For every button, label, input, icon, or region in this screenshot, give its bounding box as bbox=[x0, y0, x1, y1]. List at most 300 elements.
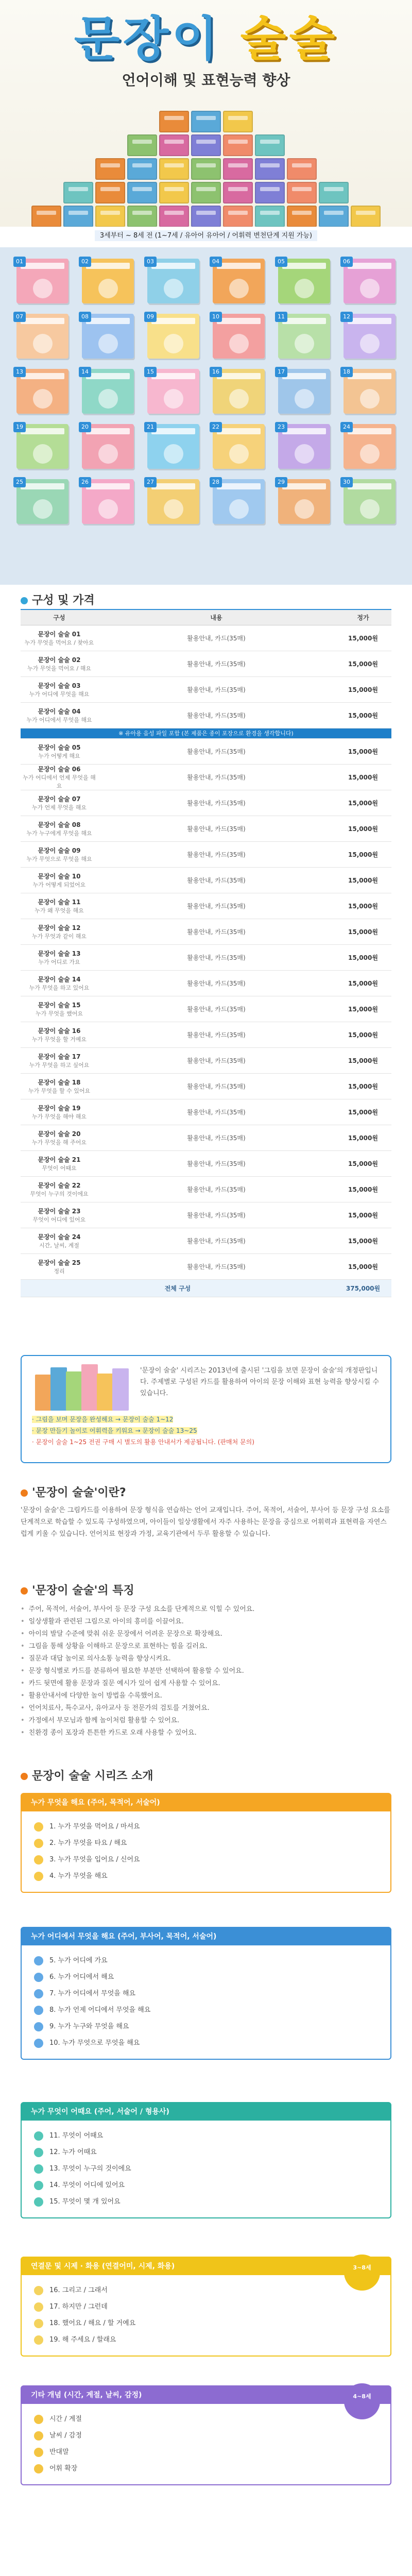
pyramid-book bbox=[191, 182, 221, 204]
product-card[interactable] bbox=[210, 367, 268, 416]
pyramid-book bbox=[223, 111, 253, 132]
purchase-line: · 그림을 보며 문장을 완성해요 → 문장이 술술 1~12 bbox=[32, 1416, 174, 1423]
product-card[interactable] bbox=[144, 422, 202, 471]
level-item: 어휘 확장 bbox=[34, 2461, 378, 2477]
bullet-icon bbox=[21, 1773, 28, 1780]
product-card[interactable] bbox=[275, 312, 333, 361]
row-title-cell: 문장이 술술 14 누가 무엇을 하고 있어요 bbox=[21, 970, 98, 996]
product-number: 04 bbox=[210, 257, 222, 267]
row-price-cell: 15,000원 bbox=[335, 1099, 391, 1125]
level-item: 14. 무엇이 어디에 있어요 bbox=[34, 2177, 378, 2194]
row-price-cell: 15,000원 bbox=[335, 944, 391, 970]
row-price-cell: 15,000원 bbox=[335, 919, 391, 944]
row-desc-cell: 활용안내, 카드(35매) bbox=[98, 867, 335, 893]
row-price-cell: 15,000원 bbox=[335, 841, 391, 867]
product-number: 07 bbox=[13, 312, 26, 322]
bullet-icon bbox=[34, 2006, 43, 2015]
level-item-list bbox=[22, 1945, 390, 2059]
features-list bbox=[21, 1603, 391, 1739]
product-grid bbox=[13, 257, 399, 526]
table-row bbox=[21, 919, 391, 944]
bullet-icon bbox=[34, 1989, 43, 1998]
pyramid-book bbox=[255, 182, 285, 204]
pyramid-book bbox=[127, 134, 157, 156]
product-card[interactable] bbox=[275, 422, 333, 471]
row-price-cell: 15,000원 bbox=[335, 996, 391, 1022]
product-number: 08 bbox=[79, 312, 91, 322]
table-row bbox=[21, 738, 391, 764]
bullet-icon bbox=[34, 2448, 43, 2457]
pyramid-book bbox=[127, 182, 157, 204]
pyramid-book bbox=[319, 206, 349, 227]
product-number: 25 bbox=[13, 477, 26, 487]
level-item: 13. 무엇이 누구의 것이에요 bbox=[34, 2161, 378, 2177]
row-title-cell: 문장이 술술 19 누가 무엇을 해야 해요 bbox=[21, 1099, 98, 1125]
pyramid-book bbox=[63, 206, 93, 227]
bullet-icon bbox=[34, 2181, 43, 2190]
bullet-icon bbox=[34, 1855, 43, 1865]
product-number: 23 bbox=[275, 422, 287, 432]
level-item: 2. 누가 무엇을 타요 / 해요 bbox=[34, 1835, 378, 1852]
product-number: 05 bbox=[275, 257, 287, 267]
row-title-cell: 문장이 술술 11 누가 왜 무엇을 해요 bbox=[21, 893, 98, 919]
row-title-cell: 문장이 술술 22 무엇이 누구의 것이에요 bbox=[21, 1176, 98, 1202]
table-row bbox=[21, 944, 391, 970]
pyramid-row bbox=[0, 182, 412, 204]
product-grid-section bbox=[0, 247, 412, 585]
pyramid-book bbox=[127, 158, 157, 180]
row-price-cell: 15,000원 bbox=[335, 1202, 391, 1228]
row-price-cell: 15,000원 bbox=[335, 625, 391, 651]
hero-subtitle: 언어이해 및 표현능력 향상 bbox=[122, 72, 290, 89]
row-desc-cell: 활용안내, 카드(35매) bbox=[98, 1047, 335, 1073]
features-heading: '문장이 술술'의 특징 bbox=[21, 1582, 134, 1598]
product-number: 29 bbox=[275, 477, 287, 487]
level-item: 18. 했어요 / 해요 / 할 거예요 bbox=[34, 2315, 378, 2332]
table-row bbox=[21, 1150, 391, 1176]
product-number: 12 bbox=[340, 312, 353, 322]
product-number: 19 bbox=[13, 422, 26, 432]
feature-item: • 활용안내서에 다양한 놀이 방법을 수록했어요. bbox=[21, 1690, 391, 1702]
row-title-cell: 문장이 술술 10 누가 어떻게 되었어요 bbox=[21, 867, 98, 893]
level-item: 16. 그리고 / 그래서 bbox=[34, 2282, 378, 2299]
pyramid-book bbox=[191, 158, 221, 180]
product-number: 10 bbox=[210, 312, 222, 322]
product-card[interactable] bbox=[275, 477, 333, 526]
row-price-cell: 15,000원 bbox=[335, 1073, 391, 1099]
series-level-box bbox=[21, 1927, 391, 2060]
row-desc-cell: 활용안내, 카드(35매) bbox=[98, 1022, 335, 1047]
product-number: 27 bbox=[144, 477, 157, 487]
row-desc-cell: 활용안내, 카드(35매) bbox=[98, 944, 335, 970]
row-price-cell: 15,000원 bbox=[335, 1047, 391, 1073]
logo-word-1: 문장이 bbox=[74, 11, 221, 66]
row-desc-cell: 활용안내, 카드(35매) bbox=[98, 841, 335, 867]
product-card[interactable] bbox=[13, 312, 72, 361]
product-card[interactable] bbox=[79, 422, 137, 471]
row-desc-cell: 활용안내, 카드(35매) bbox=[98, 651, 335, 676]
pyramid-book bbox=[319, 182, 349, 204]
level-item: 19. 해 주세요 / 할래요 bbox=[34, 2332, 378, 2348]
table-row bbox=[21, 816, 391, 841]
pyramid-book bbox=[191, 206, 221, 227]
row-desc-cell: 활용안내, 카드(35매) bbox=[98, 1099, 335, 1125]
column-header: 구성 bbox=[21, 609, 98, 625]
row-title-cell: 문장이 술술 15 누가 무엇을 했어요 bbox=[21, 996, 98, 1022]
feature-item: • 문장 형식별로 카드를 분류하여 필요한 부분만 선택하여 활용할 수 있어요. bbox=[21, 1665, 391, 1677]
product-card[interactable] bbox=[340, 257, 399, 306]
purchase-line: · 문장이 술술 1~25 전권 구매 시 별도의 활용 안내서가 제공됩니다. (판매처 문의) bbox=[32, 1438, 254, 1446]
pyramid-book bbox=[223, 134, 253, 156]
row-title-cell: 문장이 술술 21 무엇이 어때요 bbox=[21, 1150, 98, 1176]
level-title: 연결문 및 시제 · 화용 (연결어미, 시제, 화용) bbox=[22, 2258, 390, 2275]
bullet-icon bbox=[34, 2164, 43, 2174]
product-number: 02 bbox=[79, 257, 91, 267]
level-item: 반대말 bbox=[34, 2444, 378, 2461]
table-row bbox=[21, 1022, 391, 1047]
pyramid-book bbox=[159, 158, 189, 180]
row-title-cell: 문장이 술술 06 누가 어디에서 언제 무엇을 해요 bbox=[21, 764, 98, 790]
level-item: 5. 누가 어디에 가요 bbox=[34, 1953, 378, 1969]
product-number: 13 bbox=[13, 367, 26, 377]
table-notice-row: ※ 유아용 음성 파일 포함 (본 제품은 종이 포장으로 환경을 생각합니다) bbox=[21, 728, 391, 738]
pyramid-book bbox=[255, 206, 285, 227]
level-item-list bbox=[22, 2121, 390, 2217]
pyramid-book bbox=[351, 206, 381, 227]
product-card[interactable] bbox=[144, 257, 202, 306]
table-row bbox=[21, 625, 391, 651]
level-item: 6. 누가 어디에서 해요 bbox=[34, 1969, 378, 1986]
row-desc-cell: 활용안내, 카드(35매) bbox=[98, 816, 335, 841]
table-row bbox=[21, 1253, 391, 1279]
row-price-cell: 15,000원 bbox=[335, 790, 391, 816]
pyramid-row bbox=[0, 158, 412, 180]
level-item-list bbox=[22, 2404, 390, 2484]
product-number: 22 bbox=[210, 422, 222, 432]
row-desc-cell: 활용안내, 카드(35매) bbox=[98, 1202, 335, 1228]
bullet-icon bbox=[34, 2039, 43, 2048]
purchase-info-box bbox=[21, 1355, 391, 1463]
product-number: 09 bbox=[144, 312, 157, 322]
pyramid-book bbox=[287, 158, 317, 180]
feature-item: • 언어치료사, 특수교사, 유아교사 등 전문가의 검토를 거쳤어요. bbox=[21, 1702, 391, 1715]
level-item-list bbox=[22, 2275, 390, 2355]
table-row bbox=[21, 1176, 391, 1202]
row-desc-cell: 활용안내, 카드(35매) bbox=[98, 1253, 335, 1279]
pyramid-book bbox=[255, 158, 285, 180]
product-card[interactable] bbox=[144, 477, 202, 526]
product-card[interactable] bbox=[275, 367, 333, 416]
bullet-icon bbox=[34, 2319, 43, 2328]
product-card[interactable] bbox=[340, 477, 399, 526]
product-number: 14 bbox=[79, 367, 91, 377]
composition-table bbox=[21, 609, 391, 1297]
row-price-cell: 15,000원 bbox=[335, 702, 391, 728]
product-card[interactable] bbox=[144, 367, 202, 416]
level-item: 3. 누가 무엇을 입어요 / 신어요 bbox=[34, 1852, 378, 1868]
table-row bbox=[21, 702, 391, 728]
level-item: 10. 누가 무엇으로 무엇을 해요 bbox=[34, 2035, 378, 2052]
product-number: 03 bbox=[144, 257, 157, 267]
bullet-icon bbox=[34, 1872, 43, 1881]
level-item-list bbox=[22, 1811, 390, 1892]
bullet-icon bbox=[34, 2335, 43, 2345]
row-desc-cell: 활용안내, 카드(35매) bbox=[98, 1125, 335, 1150]
table-row bbox=[21, 841, 391, 867]
row-price-cell: 15,000원 bbox=[335, 1228, 391, 1253]
age-badge: 4~8세 bbox=[344, 2383, 380, 2419]
row-price-cell: 15,000원 bbox=[335, 1022, 391, 1047]
product-card[interactable] bbox=[13, 422, 72, 471]
row-title-cell: 문장이 술술 09 누가 무엇으로 무엇을 해요 bbox=[21, 841, 98, 867]
product-card[interactable] bbox=[340, 422, 399, 471]
row-price-cell: 15,000원 bbox=[335, 651, 391, 676]
row-title-cell: 문장이 술술 05 누가 어떻게 해요 bbox=[21, 738, 98, 764]
product-card[interactable] bbox=[13, 367, 72, 416]
level-item: 1. 누가 무엇을 먹어요 / 마셔요 bbox=[34, 1819, 378, 1835]
level-title: 누가 무엇이 어때요 (주어, 서술어 / 형용사) bbox=[22, 2103, 390, 2121]
row-title-cell: 문장이 술술 04 누가 어디에서 무엇을 해요 bbox=[21, 702, 98, 728]
hero-note: 3세부터 ~ 8세 전 (1~7세 / 유아어 유아어 / 어휘력 변천단계 지원 가능) bbox=[0, 230, 412, 240]
table-row bbox=[21, 867, 391, 893]
product-number: 16 bbox=[210, 367, 222, 377]
row-title-cell: 문장이 술술 23 무엇이 어디에 있어요 bbox=[21, 1202, 98, 1228]
product-number: 11 bbox=[275, 312, 287, 322]
feature-item: • 주어, 목적어, 서술어, 부사어 등 문장 구성 요소를 단계적으로 익힐 수 있어요. bbox=[21, 1603, 391, 1616]
row-desc-cell: 활용안내, 카드(35매) bbox=[98, 970, 335, 996]
row-title-cell: 문장이 술술 07 누가 언제 무엇을 해요 bbox=[21, 790, 98, 816]
product-number: 01 bbox=[13, 257, 26, 267]
composition-heading: 구성 및 가격 bbox=[21, 591, 95, 607]
feature-item: • 가정에서 부모님과 함께 놀이처럼 활용할 수 있어요. bbox=[21, 1715, 391, 1727]
level-title: 기타 개념 (시간, 계절, 날씨, 감정) bbox=[22, 2386, 390, 2404]
product-card[interactable] bbox=[210, 422, 268, 471]
feature-item: • 그림을 통해 상황을 이해하고 문장으로 표현하는 힘을 길러요. bbox=[21, 1640, 391, 1653]
bullet-icon bbox=[34, 1839, 43, 1848]
row-desc-cell: 활용안내, 카드(35매) bbox=[98, 738, 335, 764]
pyramid-book bbox=[159, 111, 189, 132]
row-desc-cell: 활용안내, 카드(35매) bbox=[98, 764, 335, 790]
row-desc-cell: 활용안내, 카드(35매) bbox=[98, 1073, 335, 1099]
age-badge: 3~8세 bbox=[344, 2255, 380, 2291]
row-price-cell: 15,000원 bbox=[335, 1176, 391, 1202]
row-desc-cell: 활용안내, 카드(35매) bbox=[98, 1176, 335, 1202]
product-card[interactable] bbox=[79, 367, 137, 416]
product-card[interactable] bbox=[210, 312, 268, 361]
row-title-cell: 문장이 술술 24 시간, 날씨, 계절 bbox=[21, 1228, 98, 1253]
product-card[interactable] bbox=[210, 477, 268, 526]
row-title-cell: 문장이 술술 20 누가 무엇을 해 주어요 bbox=[21, 1125, 98, 1150]
pyramid-book bbox=[127, 206, 157, 227]
table-row bbox=[21, 1228, 391, 1253]
product-card[interactable] bbox=[210, 257, 268, 306]
pyramid-book bbox=[223, 158, 253, 180]
row-price-cell: 15,000원 bbox=[335, 816, 391, 841]
bullet-icon bbox=[34, 2197, 43, 2207]
product-card[interactable] bbox=[79, 312, 137, 361]
series-level-box bbox=[21, 2102, 391, 2218]
pyramid-row bbox=[0, 134, 412, 156]
feature-item: • 일상생활과 관련된 그림으로 아이의 흥미를 이끌어요. bbox=[21, 1616, 391, 1628]
level-item: 4. 누가 무엇을 해요 bbox=[34, 1868, 378, 1885]
bullet-icon bbox=[21, 1489, 28, 1497]
row-price-cell: 15,000원 bbox=[335, 893, 391, 919]
row-title-cell: 문장이 술술 03 누가 어디에 무엇을 해요 bbox=[21, 676, 98, 702]
about-heading: '문장이 술술'이란? bbox=[21, 1484, 126, 1500]
pyramid-book bbox=[63, 182, 93, 204]
pyramid-book bbox=[287, 182, 317, 204]
pyramid-book bbox=[95, 158, 125, 180]
pyramid-book bbox=[223, 206, 253, 227]
table-row bbox=[21, 651, 391, 676]
row-desc-cell: 활용안내, 카드(35매) bbox=[98, 790, 335, 816]
row-title-cell: 문장이 술술 02 누가 무엇을 먹어요 / 해요 bbox=[21, 651, 98, 676]
level-item: 7. 누가 어디에서 무엇을 해요 bbox=[34, 1986, 378, 2002]
pyramid-book bbox=[31, 206, 61, 227]
pyramid-row bbox=[0, 206, 412, 227]
row-desc-cell: 활용안내, 카드(35매) bbox=[98, 1150, 335, 1176]
row-title-cell: 문장이 술술 17 누가 무엇을 하고 싶어요 bbox=[21, 1047, 98, 1073]
product-card[interactable] bbox=[13, 477, 72, 526]
bullet-icon bbox=[34, 2431, 43, 2441]
product-number: 26 bbox=[79, 477, 91, 487]
level-title: 누가 어디에서 무엇을 해요 (주어, 부사어, 목적어, 서술어) bbox=[22, 1928, 390, 1945]
table-header-row bbox=[21, 609, 391, 625]
pyramid-book bbox=[191, 134, 221, 156]
product-number: 30 bbox=[340, 477, 353, 487]
level-item: 9. 누가 누구와 무엇을 해요 bbox=[34, 2019, 378, 2035]
column-header: 내용 bbox=[98, 609, 335, 625]
level-item: 17. 하지만 / 그런데 bbox=[34, 2299, 378, 2315]
table-row bbox=[21, 970, 391, 996]
series-level-box bbox=[21, 2385, 391, 2485]
product-number: 21 bbox=[144, 422, 157, 432]
series-heading: 문장이 술술 시리즈 소개 bbox=[21, 1767, 153, 1783]
bullet-icon bbox=[34, 2286, 43, 2295]
product-number: 17 bbox=[275, 367, 287, 377]
level-item: 시간 / 계절 bbox=[34, 2411, 378, 2428]
product-card[interactable] bbox=[79, 257, 137, 306]
bullet-icon bbox=[34, 2131, 43, 2141]
row-title-cell: 문장이 술술 12 누가 무엇과 같이 해요 bbox=[21, 919, 98, 944]
table-row bbox=[21, 1099, 391, 1125]
table-row bbox=[21, 790, 391, 816]
row-desc-cell: 활용안내, 카드(35매) bbox=[98, 625, 335, 651]
series-logo bbox=[0, 0, 412, 65]
product-card[interactable] bbox=[275, 257, 333, 306]
pyramid-book bbox=[223, 182, 253, 204]
bullet-icon bbox=[34, 2415, 43, 2424]
row-desc-cell: 활용안내, 카드(35매) bbox=[98, 893, 335, 919]
row-desc-cell: 활용안내, 카드(35매) bbox=[98, 996, 335, 1022]
table-row bbox=[21, 1073, 391, 1099]
pyramid-book bbox=[95, 206, 125, 227]
table-row bbox=[21, 1202, 391, 1228]
pyramid-row bbox=[0, 111, 412, 132]
column-header: 정가 bbox=[335, 609, 391, 625]
purchase-line: · 문장 만들기 놀이로 어휘력을 키워요 → 문장이 술술 13~25 bbox=[32, 1427, 197, 1434]
book-stack-image bbox=[35, 1363, 128, 1411]
bullet-icon bbox=[34, 2148, 43, 2157]
product-card[interactable] bbox=[340, 367, 399, 416]
table-row bbox=[21, 764, 391, 790]
feature-item: • 카드 뒷면에 활용 문장과 질문 예시가 있어 쉽게 사용할 수 있어요. bbox=[21, 1677, 391, 1690]
bullet-icon bbox=[34, 1973, 43, 1982]
purchase-description: '문장이 술술' 시리즈는 2013년에 출시된 '그림을 보면 문장이 술술'의 개정판입니다. 주제별로 구성된 카드를 활용하여 아이의 문장 이해와 표현 능력을 향상시킬 수 있습니다. bbox=[140, 1367, 380, 1397]
table-row bbox=[21, 996, 391, 1022]
product-card[interactable] bbox=[144, 312, 202, 361]
pyramid-book bbox=[159, 182, 189, 204]
feature-item: • 아이의 발달 수준에 맞춰 쉬운 문장에서 어려운 문장으로 확장해요. bbox=[21, 1628, 391, 1640]
bullet-icon bbox=[21, 1587, 28, 1595]
product-number: 15 bbox=[144, 367, 157, 377]
product-card[interactable] bbox=[13, 257, 72, 306]
product-card[interactable] bbox=[79, 477, 137, 526]
hero-banner bbox=[0, 0, 412, 242]
pyramid-book bbox=[287, 206, 317, 227]
book-pyramid bbox=[0, 111, 412, 229]
bullet-icon bbox=[34, 2464, 43, 2473]
level-item: 15. 무엇이 몇 개 있어요 bbox=[34, 2194, 378, 2210]
row-price-cell: 15,000원 bbox=[335, 764, 391, 790]
product-number: 06 bbox=[340, 257, 353, 267]
pyramid-book bbox=[159, 134, 189, 156]
row-price-cell: 15,000원 bbox=[335, 738, 391, 764]
feature-item: • 질문과 대답 놀이로 의사소통 능력을 향상시켜요. bbox=[21, 1653, 391, 1665]
table-total-row: 전체 구성 375,000원 bbox=[21, 1279, 391, 1297]
row-title-cell: 문장이 술술 25 정리 bbox=[21, 1253, 98, 1279]
pyramid-book bbox=[159, 206, 189, 227]
bullet-icon bbox=[21, 597, 28, 604]
pyramid-book bbox=[191, 111, 221, 132]
row-price-cell: 15,000원 bbox=[335, 676, 391, 702]
row-title-cell: 문장이 술술 13 누가 어디로 가요 bbox=[21, 944, 98, 970]
level-title: 누가 무엇을 해요 (주어, 목적어, 서술어) bbox=[22, 1794, 390, 1811]
product-number: 28 bbox=[210, 477, 222, 487]
bullet-icon bbox=[34, 2302, 43, 2312]
bullet-icon bbox=[34, 2022, 43, 2031]
table-row bbox=[21, 1125, 391, 1150]
row-title-cell: 문장이 술술 18 누가 무엇을 할 수 있어요 bbox=[21, 1073, 98, 1099]
row-price-cell: 15,000원 bbox=[335, 1150, 391, 1176]
product-card[interactable] bbox=[340, 312, 399, 361]
row-price-cell: 15,000원 bbox=[335, 1253, 391, 1279]
product-number: 18 bbox=[340, 367, 353, 377]
level-item: 날씨 / 감정 bbox=[34, 2428, 378, 2444]
level-item: 12. 누가 어때요 bbox=[34, 2144, 378, 2161]
row-desc-cell: 활용안내, 카드(35매) bbox=[98, 702, 335, 728]
series-level-box bbox=[21, 1793, 391, 1893]
row-desc-cell: 활용안내, 카드(35매) bbox=[98, 1228, 335, 1253]
table-row bbox=[21, 893, 391, 919]
purchase-lines bbox=[32, 1414, 382, 1448]
row-title-cell: 문장이 술술 01 누가 무엇을 먹어요 / 찾아요 bbox=[21, 625, 98, 651]
series-level-box bbox=[21, 2257, 391, 2357]
feature-item: • 친환경 종이 포장과 튼튼한 카드로 오래 사용할 수 있어요. bbox=[21, 1727, 391, 1739]
bullet-icon bbox=[34, 1956, 43, 1965]
pyramid-book bbox=[95, 182, 125, 204]
row-desc-cell: 활용안내, 카드(35매) bbox=[98, 676, 335, 702]
row-price-cell: 15,000원 bbox=[335, 970, 391, 996]
product-number: 20 bbox=[79, 422, 91, 432]
level-item: 11. 무엇이 어때요 bbox=[34, 2128, 378, 2144]
product-number: 24 bbox=[340, 422, 353, 432]
logo-word-2: 술술 bbox=[240, 11, 338, 66]
level-item: 8. 누가 언제 어디에서 무엇을 해요 bbox=[34, 2002, 378, 2019]
table-row bbox=[21, 1047, 391, 1073]
row-price-cell: 15,000원 bbox=[335, 867, 391, 893]
row-title-cell: 문장이 술술 16 누가 무엇을 할 거예요 bbox=[21, 1022, 98, 1047]
